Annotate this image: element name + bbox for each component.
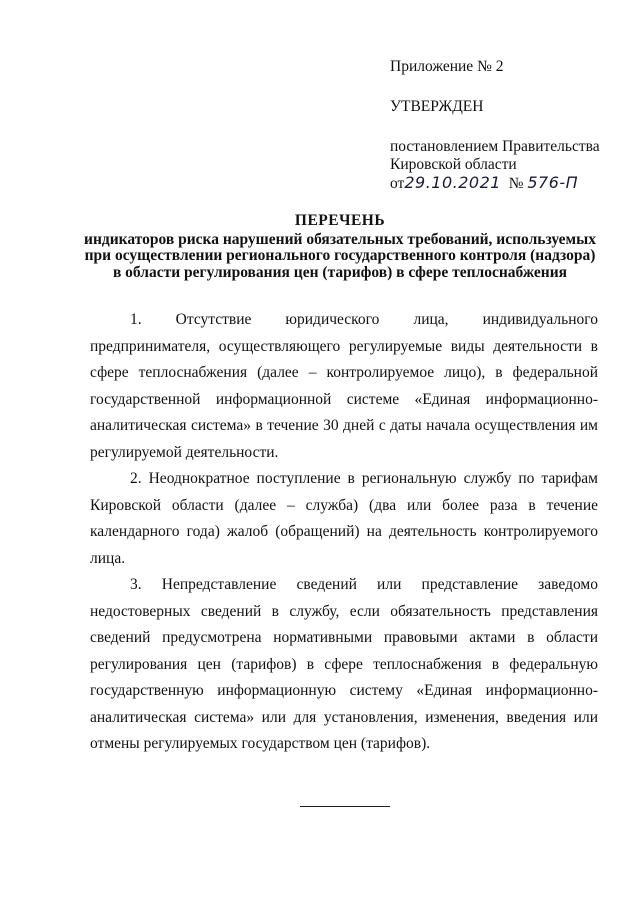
date-prefix: от xyxy=(390,175,405,192)
end-divider-line xyxy=(300,806,390,807)
list-item-2: 2. Неоднократное поступление в региональную службу по тарифам Кировской области (далее – служба) (два или более раза в течение календарного года) жалоб (обращений) на деятельность контролируемого лица. xyxy=(90,470,598,567)
list-item-1: 1. Отсутствие юридического лица, индивидуального предпринимателя, осуществляющего регулируемые виды деятельности в сфере теплоснабжения (далее – контролируемое лицо), в федеральной государственной информационной системе «Единая информационно-аналитическая система» в течение 30 дней с даты начала осуществления им регулируемой деятельности. xyxy=(90,311,598,461)
document-title xyxy=(70,213,610,281)
title-line-2: при осуществлении регионального государственного контроля (надзора) xyxy=(84,247,596,264)
title-line-1: индикаторов риска нарушений обязательных требований, используемых xyxy=(84,230,596,248)
decree-date-line xyxy=(390,174,620,193)
appendix-label: Приложение № 2 xyxy=(390,58,504,75)
decree-line-2: Кировской области xyxy=(390,156,517,173)
decree-line-1: постановлением Правительства xyxy=(390,138,600,155)
handwritten-number: 576-П xyxy=(527,173,579,192)
decree-block xyxy=(390,138,620,193)
handwritten-date: 29.10.2021 xyxy=(404,173,501,192)
list-item-3: 3. Непредставление сведений или представление заведомо недостоверных сведений в службу, если обязательность представления сведений предусмотрена нормативными правовыми актами в области регулирования цен (тарифов) в сфере теплоснабжения в федеральную государственную информационную систему «Единая информационно-аналитическая система» или для установления, изменения, введения или отмены регулируемых государством цен (тарифов). xyxy=(90,576,598,752)
approved-label: УТВЕРЖДЕН xyxy=(390,98,484,115)
approval-block xyxy=(390,58,620,193)
number-prefix: № xyxy=(508,175,524,192)
title-heading: ПЕРЕЧЕНЬ xyxy=(294,212,386,229)
title-line-3: в области регулирования цен (тарифов) в сфере теплоснабжения xyxy=(112,263,568,281)
document-body xyxy=(90,307,598,758)
